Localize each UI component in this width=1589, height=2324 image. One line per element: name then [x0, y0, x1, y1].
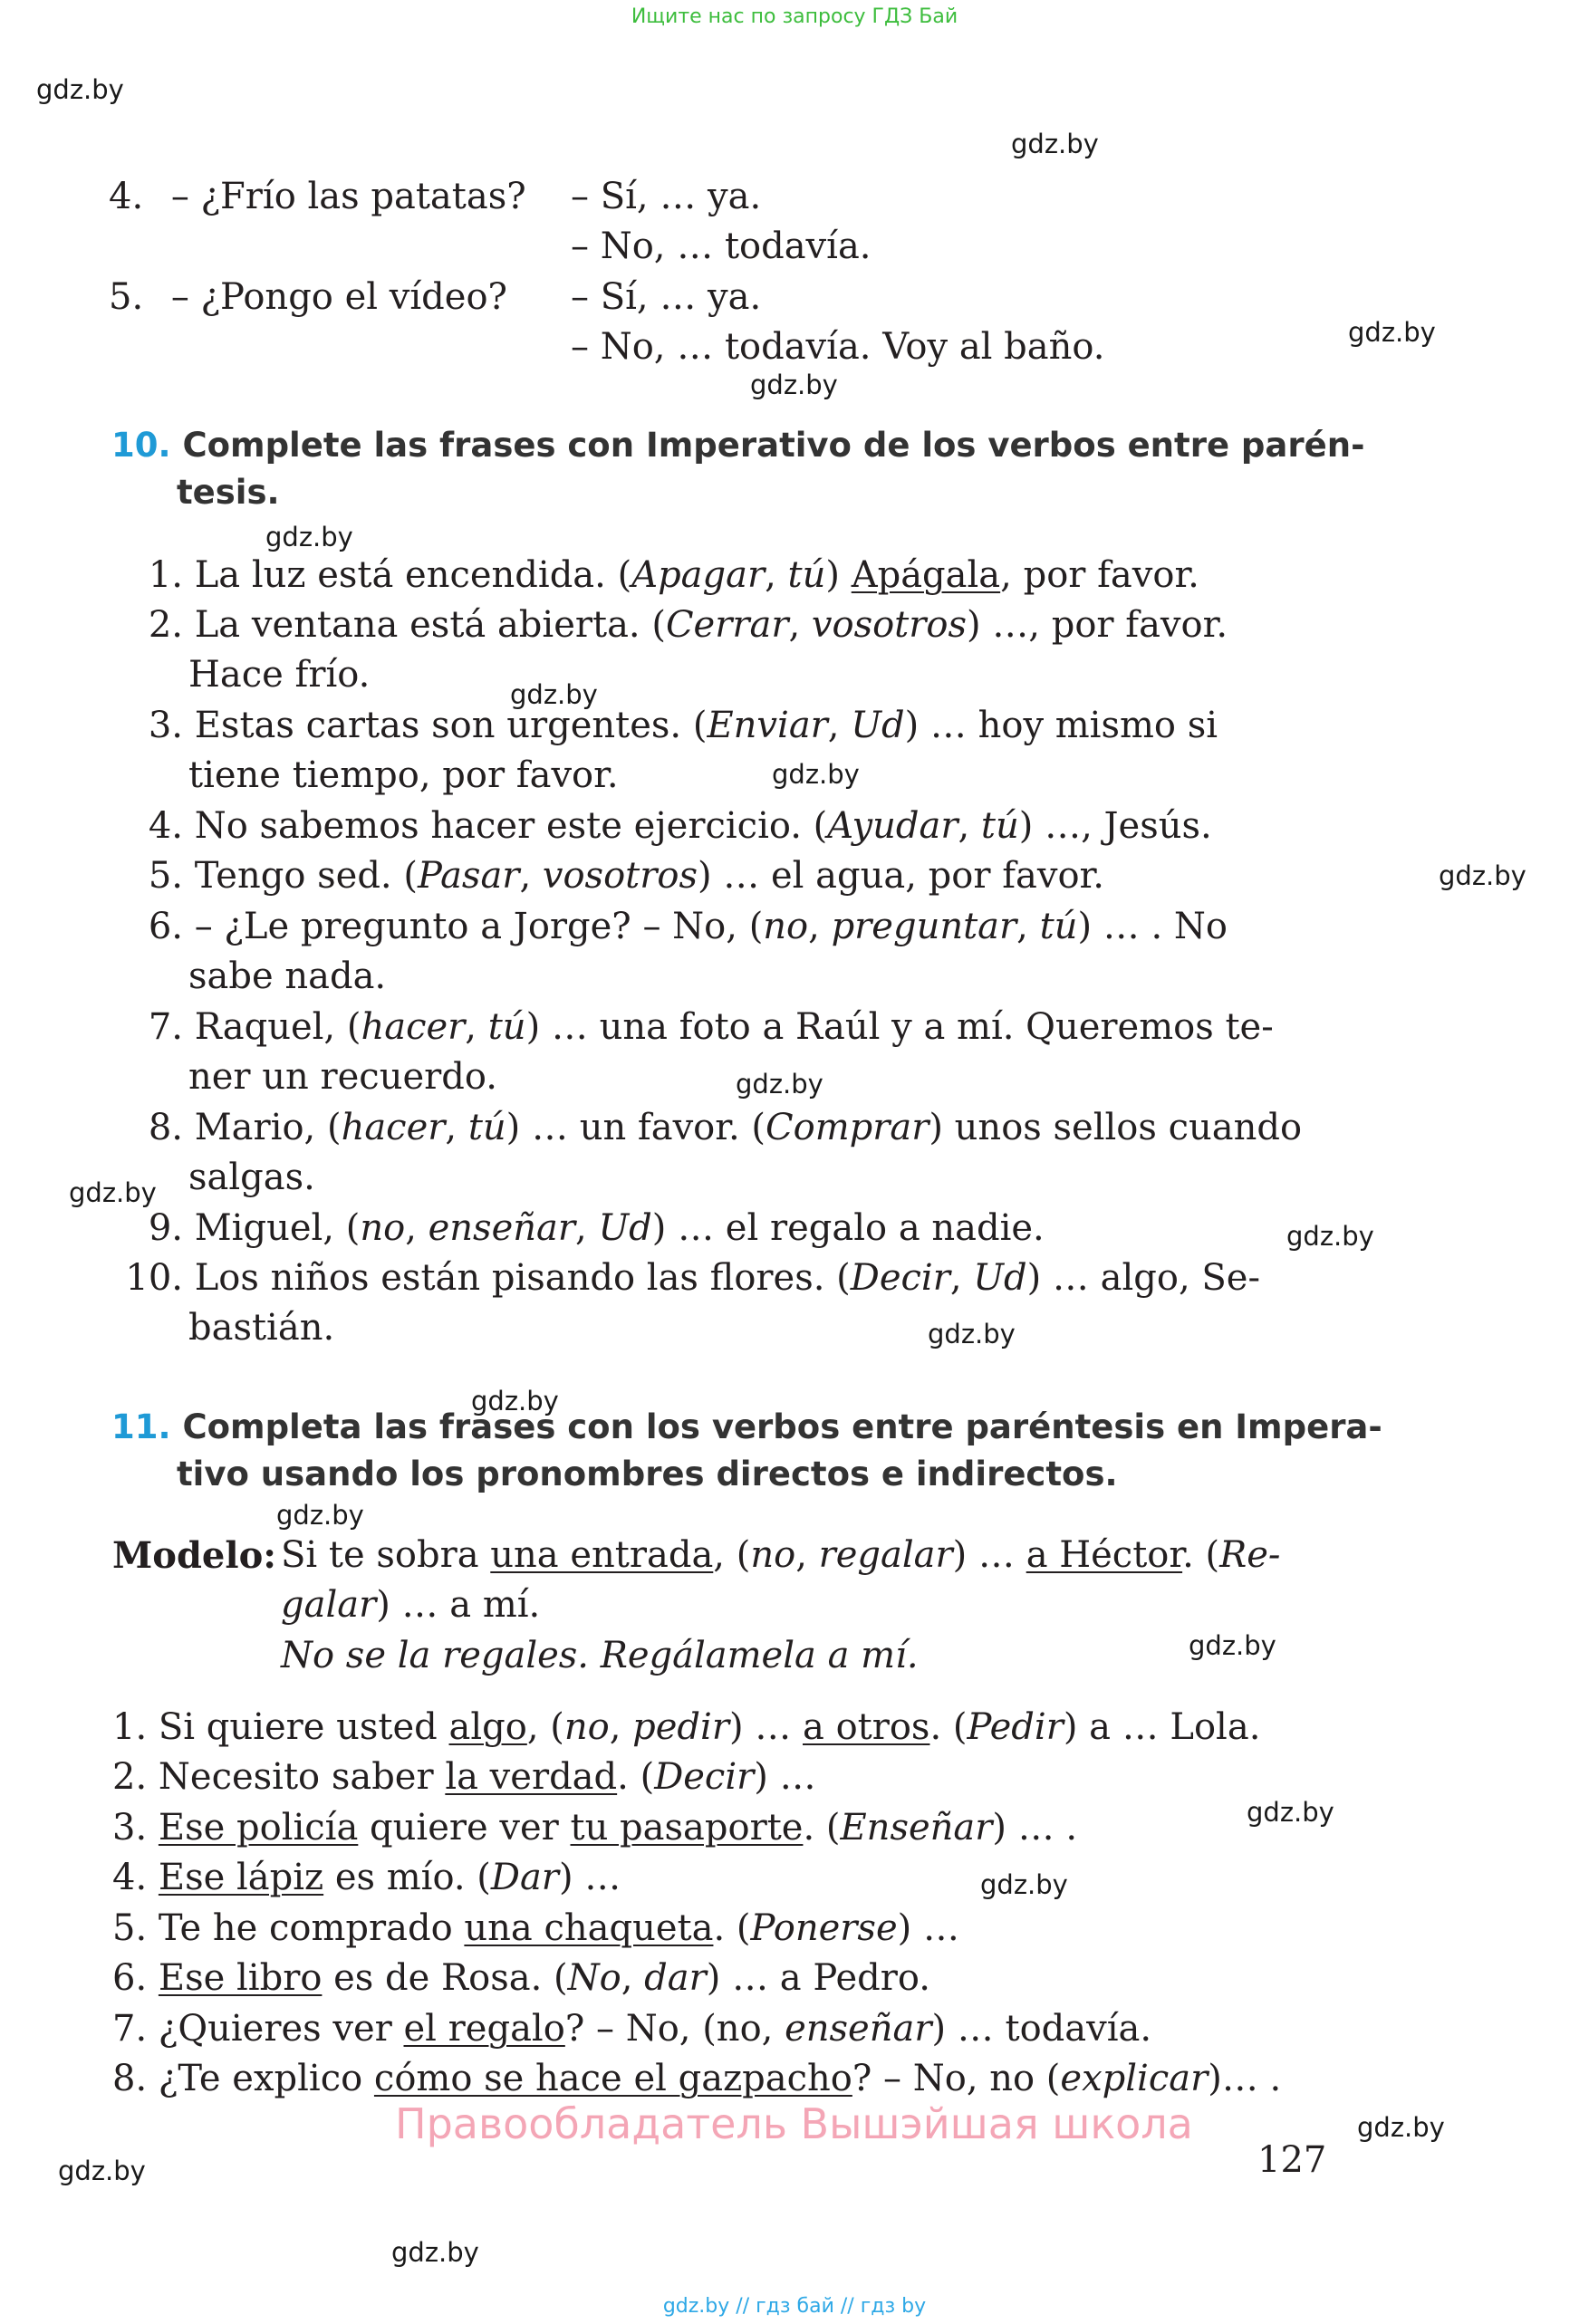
list-item: 8. Mario, (hacer, tú) … un favor. (Comprar) unos sellos cuando [148, 1107, 1303, 1148]
exercise-number: 11. [111, 1407, 171, 1446]
model-label: Modelo: [112, 1534, 277, 1577]
list-item: 2. La ventana está abierta. (Cerrar, vosotros) …, por favor. [148, 604, 1228, 646]
page-number: 127 [1257, 2139, 1327, 2181]
model-answer: No se la regales. Regálamela a mí. [281, 1635, 919, 1676]
ex9-answer: – No, … todavía. [571, 226, 872, 267]
list-item: 4. Ese lápiz es mío. (Dar) … [112, 1857, 621, 1898]
item-text: ¿Quieres ver el regalo? – No, (no, enseñar) … todavía. [158, 2008, 1152, 2050]
watermark: gdz.by [391, 2237, 479, 2268]
ex9-answer: – No, … todavía. Voy al baño. [571, 326, 1105, 368]
watermark: gdz.by [36, 74, 124, 105]
ex9-row: 5. – ¿Pongo el vídeo? [109, 276, 507, 318]
list-item: 7. ¿Quieres ver el regalo? – No, (no, enseñar) … todavía. [112, 2008, 1152, 2050]
watermark: gdz.by [772, 759, 860, 790]
item-text: Ese libro es de Rosa. (No, dar) … a Pedro. [158, 1957, 930, 1999]
item-continuation: salgas. [188, 1157, 315, 1198]
item-text: Ese policía quiere ver tu pasaporte. (Enseñar) … . [158, 1807, 1078, 1849]
list-item: 6. Ese libro es de Rosa. (No, dar) … a Pedro. [112, 1957, 930, 1999]
exercise-11-heading-cont: tivo usando los pronombres directos e indirectos. [177, 1455, 1118, 1493]
item-text: La luz está encendida. (Apagar, tú) Apágala, por favor. [194, 554, 1199, 596]
watermark: gdz.by [510, 679, 598, 710]
watermark: gdz.by [1357, 2112, 1445, 2143]
list-item: 5. Te he comprado una chaqueta. (Ponerse) … [112, 1907, 959, 1949]
watermark: gdz.by [1348, 317, 1436, 348]
item-text: ¿Te explico cómo se hace el gazpacho? – No, no (explicar)… . [158, 2058, 1282, 2099]
item-text: Los niños están pisando las flores. (Decir, Ud) … algo, Se- [194, 1257, 1260, 1299]
item-text: Miguel, (no, enseñar, Ud) … el regalo a nadie. [194, 1207, 1045, 1249]
list-item: 9. Miguel, (no, enseñar, Ud) … el regalo a nadie. [148, 1207, 1045, 1249]
item-continuation: Hace frío. [188, 654, 371, 696]
watermark: gdz.by [980, 1869, 1068, 1900]
item-text: Necesito saber la verdad. (Decir) … [158, 1756, 816, 1798]
watermark: gdz.by [1247, 1797, 1334, 1828]
item-text: Te he comprado una chaqueta. (Ponerse) … [158, 1907, 959, 1949]
list-item: 1. Si quiere usted algo, (no, pedir) … a otros. (Pedir) a … Lola. [112, 1706, 1261, 1748]
exercise-number: 10. [111, 426, 171, 465]
watermark: gdz.by [1439, 860, 1526, 891]
list-item: 2. Necesito saber la verdad. (Decir) … [112, 1756, 816, 1798]
watermark: gdz.by [58, 2156, 146, 2186]
item-text: Estas cartas son urgentes. (Enviar, Ud) … hoy mismo si [194, 705, 1218, 746]
exercise-10-heading: 10. Complete las frases con Imperativo de los verbos entre parén- [111, 426, 1365, 465]
item-text: Ese lápiz es mío. (Dar) … [158, 1857, 621, 1898]
item-text: Tengo sed. (Pasar, vosotros) … el agua, por favor. [194, 855, 1104, 897]
item-text: Raquel, (hacer, tú) … una foto a Raúl y a mí. Queremos te- [194, 1006, 1274, 1048]
watermark: gdz.by [265, 522, 353, 552]
item-text: Mario, (hacer, tú) … un favor. (Comprar) unos sellos cuando [194, 1107, 1303, 1148]
watermark: gdz.by [1189, 1630, 1276, 1661]
exercise-10-heading-cont: tesis. [177, 473, 280, 512]
watermark: gdz.by [1011, 129, 1099, 159]
top-banner: Ищите нас по запросу ГДЗ Бай [631, 5, 958, 28]
watermark: gdz.by [1286, 1221, 1374, 1252]
item-continuation: bastián. [188, 1307, 335, 1349]
exercise-11-heading: 11. Completa las frases con los verbos entre paréntesis en Impera- [111, 1407, 1382, 1446]
item-text: No sabemos hacer este ejercicio. (Ayudar, tú) …, Jesús. [194, 805, 1212, 847]
list-item: 4. No sabemos hacer este ejercicio. (Ayudar, tú) …, Jesús. [148, 805, 1212, 847]
watermark: gdz.by [471, 1386, 559, 1416]
watermark: gdz.by [736, 1069, 823, 1100]
list-item: 8. ¿Te explico cómo se hace el gazpacho? – No, no (explicar)… . [112, 2058, 1282, 2099]
item-text: – ¿Le pregunto a Jorge? – No, (no, preguntar, tú) … . No [194, 906, 1228, 947]
model-sentence: Si te sobra una entrada, (no, regalar) … a Héctor. (Re- [281, 1534, 1281, 1576]
watermark: gdz.by [276, 1500, 364, 1531]
item-continuation: sabe nada. [188, 956, 387, 997]
item-text: Si quiere usted algo, (no, pedir) … a otros. (Pedir) a … Lola. [158, 1706, 1261, 1748]
ex9-answer: – Sí, … ya. [571, 276, 762, 318]
list-item: 10. Los niños están pisando las flores. (Decir, Ud) … algo, Se- [125, 1257, 1260, 1299]
item-text: La ventana está abierta. (Cerrar, vosotros) …, por favor. [194, 604, 1228, 646]
list-item: 5. Tengo sed. (Pasar, vosotros) … el agua, por favor. [148, 855, 1104, 897]
ex9-row: 4. – ¿Frío las patatas? [109, 176, 526, 217]
model-sentence-cont: galar) … a mí. [281, 1584, 541, 1626]
ex9-answer: – Sí, … ya. [571, 176, 762, 217]
list-item: 7. Raquel, (hacer, tú) … una foto a Raúl y a mí. Queremos te- [148, 1006, 1274, 1048]
footer-links: gdz.by // гдз бай // гдз by [662, 2295, 927, 2318]
list-item: 1. La luz está encendida. (Apagar, tú) Apágala, por favor. [148, 554, 1199, 596]
watermark: gdz.by [750, 370, 838, 400]
item-continuation: tiene tiempo, por favor. [188, 754, 619, 796]
item-continuation: ner un recuerdo. [188, 1056, 497, 1098]
watermark: gdz.by [928, 1319, 1016, 1349]
list-item: 3. Ese policía quiere ver tu pasaporte. (Enseñar) … . [112, 1807, 1078, 1849]
rights-holder-stamp: Правообладатель Вышэйшая школа [395, 2099, 1193, 2148]
list-item: 3. Estas cartas son urgentes. (Enviar, Ud) … hoy mismo si [148, 705, 1218, 746]
watermark: gdz.by [69, 1177, 157, 1208]
list-item: 6. – ¿Le pregunto a Jorge? – No, (no, preguntar, tú) … . No [148, 906, 1228, 947]
